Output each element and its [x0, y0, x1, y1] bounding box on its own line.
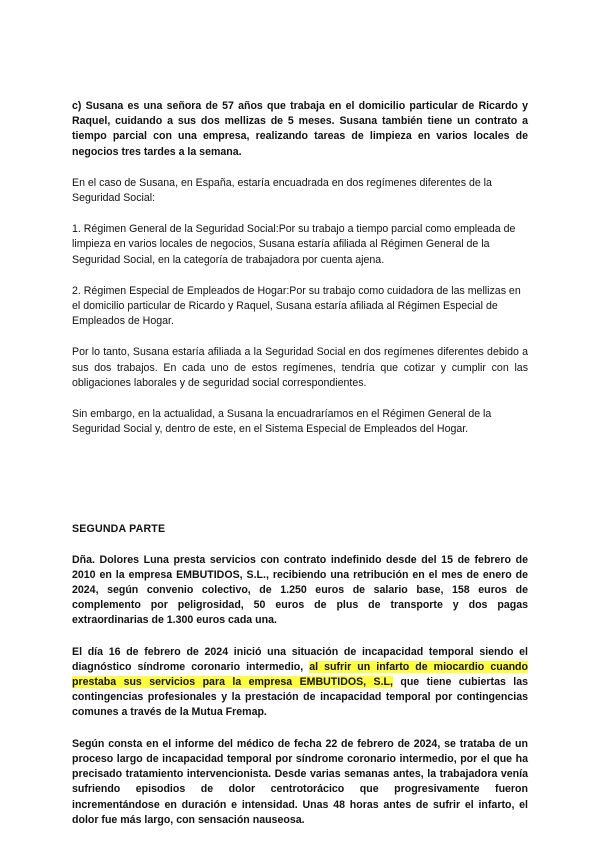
regime-general-item: 1. Régimen General de la Seguridad Social:Por su trabajo a tiempo parcial como empleada de limpieza en varios locales de negocios, Susana estaría afiliada al Régimen General de la Seguridad Social, en la categoría de trabajadora por cuenta ajena. — [72, 223, 516, 266]
current-regime-paragraph: Sin embargo, en la actualidad, a Susana la encuadraríamos en el Régimen General de la Seguridad Social y, dentro de este, en el Sistema Especial de Empleados del Hogar. — [72, 408, 492, 436]
case-facts-paragraph: Dña. Dolores Luna presta servicios con contrato indefinido desde del 15 de febrero de 2010 en la empresa EMBUTIDOS, S.L., recibiendo una retribución en el mes de enero de 2024, según convenio colectivo, de 1.250 euros de salario base, 158 euros de complemento por peligrosidad, 50 euros de plus de transporte y dos pagas extraordinarias de 1.300 euros cada una. — [72, 553, 528, 627]
incapacity-text-end: que tiene cubiertas las contingencias profesionales y la prestación de incapacidad temporal por contingencias comunes a través de la Mutua Fremap. — [72, 676, 528, 719]
case-c-statement: c) Susana es una señora de 57 años que trabaja en el domicilio particular de Ricardo y Raquel, cuidando a sus dos mellizas de 5 meses. Susana también tiene un contrato a tiempo parcial con una empresa, realizando tareas de limpieza en varios locales de negocios tres tardes a la semana. — [72, 100, 528, 158]
intro-paragraph: En el caso de Susana, en España, estaría encuadrada en dos regímenes diferentes de la Seguridad Social: — [72, 176, 492, 205]
highlighted-text: al sufrir un infarto de miocardio cuando prestaba sus servicios para la empresa EMBUTIDOS, S.L, — [72, 660, 528, 689]
incapacity-text-start: El día 16 de febrero de 2024 inició una situación de incapacidad temporal siendo el diagnóstico síndrome coronario intermedio, — [72, 645, 528, 673]
regime-hogar-item: 2. Régimen Especial de Empleados de Hogar:Por su trabajo como cuidadora de las mellizas en el domicilio particular de Ricardo y Raquel, Susana estaría afiliada al Régimen Especial de Empleados de Hogar. — [72, 284, 521, 328]
incapacity-paragraph — [72, 645, 528, 721]
document-page — [72, 99, 528, 828]
medical-report-paragraph: Según consta en el informe del médico de fecha 22 de febrero de 2024, se trataba de un proceso largo de incapacidad temporal por síndrome coronario intermedio, por el que ha precisado tratamiento intervencionista. Desde varias semanas antes, la trabajadora venía sufriendo episodios de dolor centrotorácico que progresivamente fueron incrementándose en duración e intensidad. Unas 48 horas antes de sufrir el infarto, el dolor fue más largo, con sensación nauseosa. — [72, 737, 528, 826]
section-heading: SEGUNDA PARTE — [72, 523, 166, 536]
conclusion-paragraph: Por lo tanto, Susana estaría afiliada a la Seguridad Social en dos regímenes diferentes debido a sus dos trabajos. En cada uno de estos regímenes, tendría que cotizar y cumplir con las obligaciones laborales y de seguridad social correspondientes. — [72, 346, 528, 389]
